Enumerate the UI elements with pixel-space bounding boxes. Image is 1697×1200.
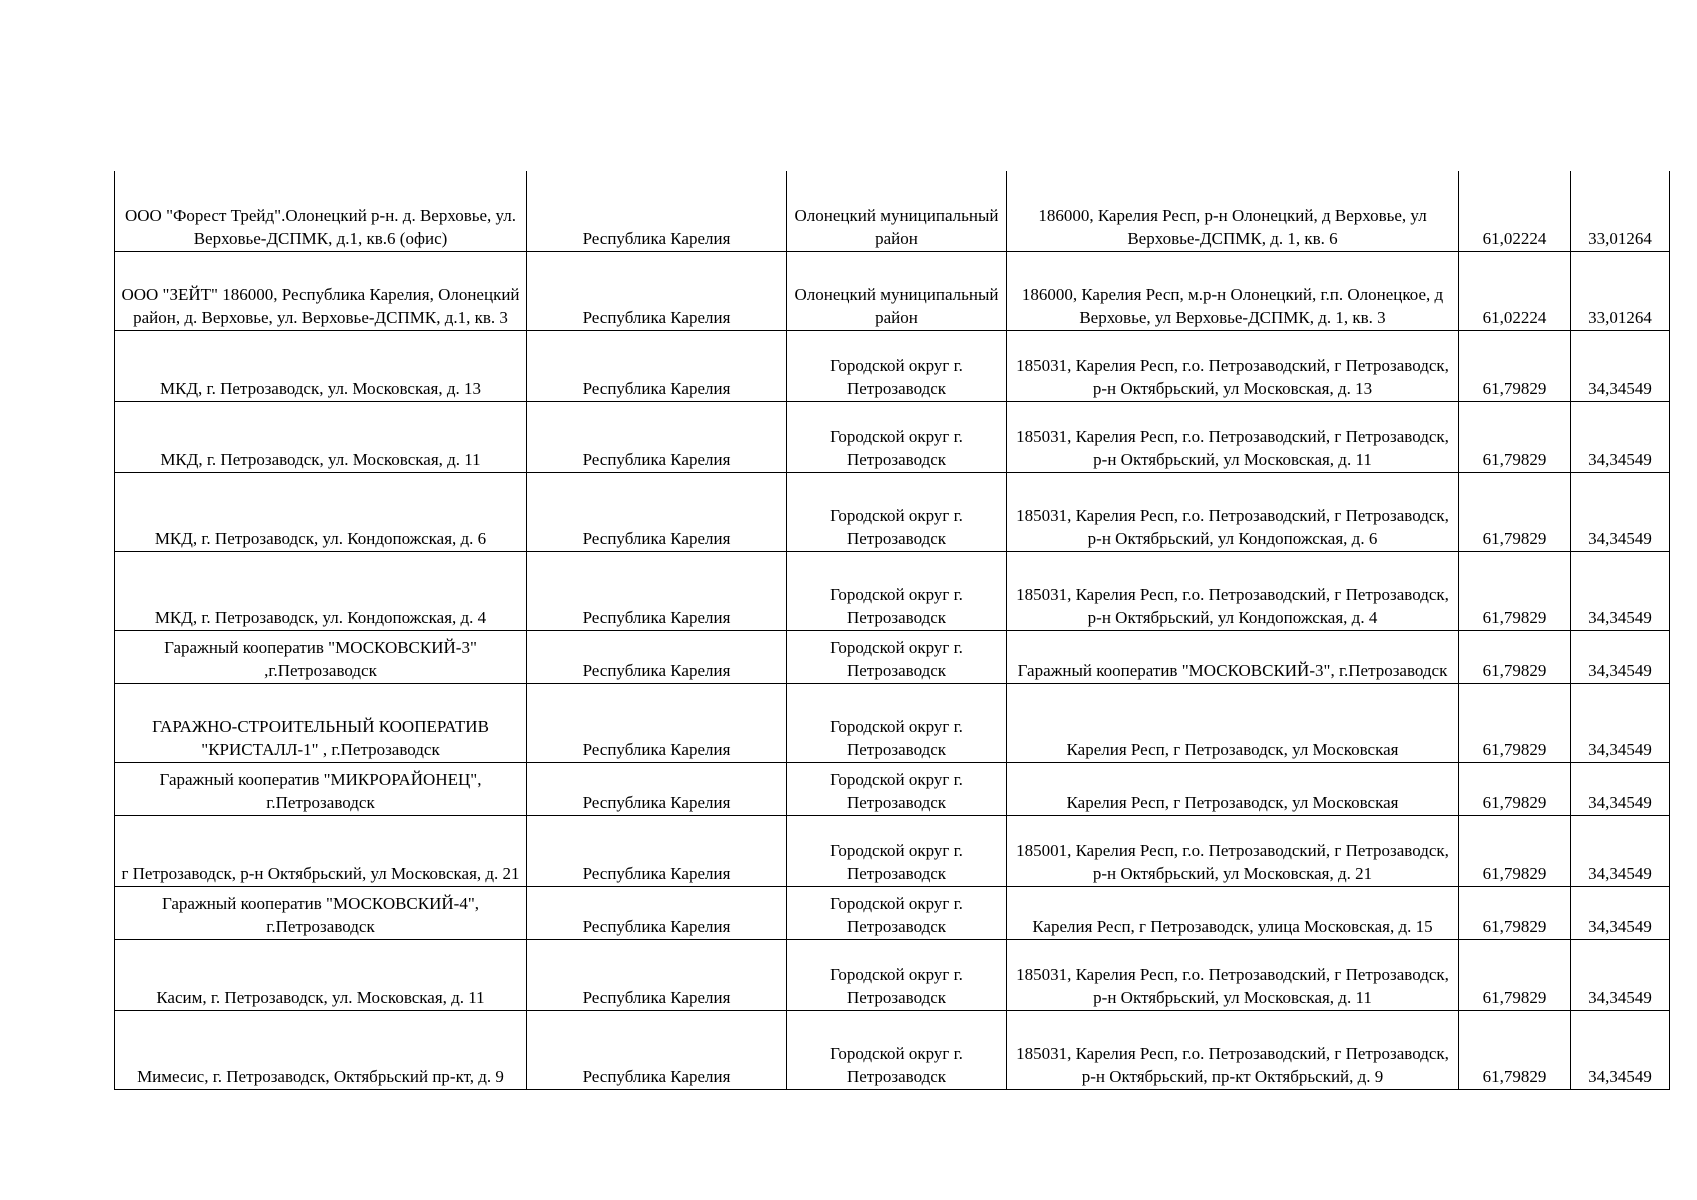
- cell-municipality: Олонецкий муниципальный район: [787, 171, 1007, 251]
- cell-longitude: 33,01264: [1571, 171, 1670, 251]
- cell-region: Республика Карелия: [527, 551, 787, 630]
- cell-latitude: 61,79829: [1459, 630, 1571, 683]
- cell-name: МКД, г. Петрозаводск, ул. Кондопожская, д. 6: [115, 472, 527, 551]
- cell-municipality: Городской округ г. Петрозаводск: [787, 939, 1007, 1010]
- table-row: [115, 630, 1670, 683]
- cell-name: МКД, г. Петрозаводск, ул. Московская, д. 13: [115, 330, 527, 401]
- table-row: [115, 939, 1670, 1010]
- cell-municipality: Городской округ г. Петрозаводск: [787, 330, 1007, 401]
- table-row: [115, 171, 1670, 251]
- cell-municipality: Городской округ г. Петрозаводск: [787, 683, 1007, 762]
- cell-address: Карелия Респ, г Петрозаводск, ул Московская: [1007, 762, 1459, 815]
- cell-region: Республика Карелия: [527, 762, 787, 815]
- cell-region: Республика Карелия: [527, 886, 787, 939]
- cell-address: Карелия Респ, г Петрозаводск, ул Московская: [1007, 683, 1459, 762]
- cell-address: 185031, Карелия Респ, г.о. Петрозаводский, г Петрозаводск, р-н Октябрьский, ул Кондопожская, д. 6: [1007, 472, 1459, 551]
- table-row: [115, 472, 1670, 551]
- cell-region: Республика Карелия: [527, 330, 787, 401]
- table-row: [115, 683, 1670, 762]
- cell-name: Касим, г. Петрозаводск, ул. Московская, д. 11: [115, 939, 527, 1010]
- cell-name: Мимесис, г. Петрозаводск, Октябрьский пр-кт, д. 9: [115, 1010, 527, 1089]
- cell-address: Карелия Респ, г Петрозаводск, улица Московская, д. 15: [1007, 886, 1459, 939]
- cell-name: ООО "Форест Трейд".Олонецкий р-н. д. Верховье, ул. Верховье-ДСПМК, д.1, кв.6 (офис): [115, 171, 527, 251]
- cell-address: 185031, Карелия Респ, г.о. Петрозаводский, г Петрозаводск, р-н Октябрьский, пр-кт Октябрьский, д. 9: [1007, 1010, 1459, 1089]
- cell-longitude: 34,34549: [1571, 1010, 1670, 1089]
- table-row: [115, 815, 1670, 886]
- cell-latitude: 61,79829: [1459, 472, 1571, 551]
- table-row: [115, 551, 1670, 630]
- cell-municipality: Городской округ г. Петрозаводск: [787, 630, 1007, 683]
- cell-latitude: 61,79829: [1459, 330, 1571, 401]
- cell-name: МКД, г. Петрозаводск, ул. Московская, д. 11: [115, 401, 527, 472]
- cell-latitude: 61,79829: [1459, 551, 1571, 630]
- table-row: [115, 762, 1670, 815]
- objects-table: [114, 171, 1670, 1090]
- table-row: [115, 251, 1670, 330]
- cell-name: Гаражный кооператив "МОСКОВСКИЙ-4", г.Петрозаводск: [115, 886, 527, 939]
- cell-longitude: 34,34549: [1571, 762, 1670, 815]
- cell-region: Республика Карелия: [527, 171, 787, 251]
- cell-municipality: Городской округ г. Петрозаводск: [787, 762, 1007, 815]
- cell-region: Республика Карелия: [527, 251, 787, 330]
- cell-municipality: Олонецкий муниципальный район: [787, 251, 1007, 330]
- cell-latitude: 61,79829: [1459, 939, 1571, 1010]
- cell-municipality: Городской округ г. Петрозаводск: [787, 886, 1007, 939]
- cell-region: Республика Карелия: [527, 683, 787, 762]
- cell-longitude: 34,34549: [1571, 401, 1670, 472]
- cell-longitude: 34,34549: [1571, 330, 1670, 401]
- table-row: [115, 1010, 1670, 1089]
- cell-name: Гаражный кооператив "МИКРОРАЙОНЕЦ", г.Петрозаводск: [115, 762, 527, 815]
- cell-address: 185031, Карелия Респ, г.о. Петрозаводский, г Петрозаводск, р-н Октябрьский, ул Кондопожская, д. 4: [1007, 551, 1459, 630]
- cell-latitude: 61,02224: [1459, 251, 1571, 330]
- cell-region: Республика Карелия: [527, 939, 787, 1010]
- cell-latitude: 61,02224: [1459, 171, 1571, 251]
- cell-municipality: Городской округ г. Петрозаводск: [787, 401, 1007, 472]
- table-row: [115, 886, 1670, 939]
- cell-latitude: 61,79829: [1459, 886, 1571, 939]
- cell-longitude: 34,34549: [1571, 630, 1670, 683]
- cell-region: Республика Карелия: [527, 472, 787, 551]
- cell-name: Гаражный кооператив "МОСКОВСКИЙ-3" ,г.Петрозаводск: [115, 630, 527, 683]
- cell-longitude: 34,34549: [1571, 886, 1670, 939]
- cell-municipality: Городской округ г. Петрозаводск: [787, 472, 1007, 551]
- cell-region: Республика Карелия: [527, 815, 787, 886]
- cell-region: Республика Карелия: [527, 630, 787, 683]
- cell-name: МКД, г. Петрозаводск, ул. Кондопожская, д. 4: [115, 551, 527, 630]
- cell-latitude: 61,79829: [1459, 683, 1571, 762]
- cell-municipality: Городской округ г. Петрозаводск: [787, 1010, 1007, 1089]
- cell-address: 186000, Карелия Респ, м.р-н Олонецкий, г.п. Олонецкое, д Верховье, ул Верховье-ДСПМК, д. 1, кв. 3: [1007, 251, 1459, 330]
- cell-name: г Петрозаводск, р-н Октябрьский, ул Московская, д. 21: [115, 815, 527, 886]
- cell-longitude: 34,34549: [1571, 683, 1670, 762]
- cell-region: Республика Карелия: [527, 1010, 787, 1089]
- cell-latitude: 61,79829: [1459, 1010, 1571, 1089]
- cell-longitude: 34,34549: [1571, 472, 1670, 551]
- cell-municipality: Городской округ г. Петрозаводск: [787, 551, 1007, 630]
- cell-region: Республика Карелия: [527, 401, 787, 472]
- cell-address: 185031, Карелия Респ, г.о. Петрозаводский, г Петрозаводск, р-н Октябрьский, ул Московская, д. 11: [1007, 939, 1459, 1010]
- cell-longitude: 34,34549: [1571, 551, 1670, 630]
- cell-address: 185031, Карелия Респ, г.о. Петрозаводский, г Петрозаводск, р-н Октябрьский, ул Московская, д. 13: [1007, 330, 1459, 401]
- table-row: [115, 330, 1670, 401]
- cell-latitude: 61,79829: [1459, 401, 1571, 472]
- cell-address: 185001, Карелия Респ, г.о. Петрозаводский, г Петрозаводск, р-н Октябрьский, ул Московская, д. 21: [1007, 815, 1459, 886]
- cell-latitude: 61,79829: [1459, 815, 1571, 886]
- table-row: [115, 401, 1670, 472]
- cell-latitude: 61,79829: [1459, 762, 1571, 815]
- cell-longitude: 34,34549: [1571, 815, 1670, 886]
- cell-address: 185031, Карелия Респ, г.о. Петрозаводский, г Петрозаводск, р-н Октябрьский, ул Московская, д. 11: [1007, 401, 1459, 472]
- cell-address: Гаражный кооператив "МОСКОВСКИЙ-3", г.Петрозаводск: [1007, 630, 1459, 683]
- cell-longitude: 33,01264: [1571, 251, 1670, 330]
- cell-name: ГАРАЖНО-СТРОИТЕЛЬНЫЙ КООПЕРАТИВ "КРИСТАЛЛ-1" , г.Петрозаводск: [115, 683, 527, 762]
- cell-longitude: 34,34549: [1571, 939, 1670, 1010]
- cell-municipality: Городской округ г. Петрозаводск: [787, 815, 1007, 886]
- cell-name: ООО "ЗЕЙТ" 186000, Республика Карелия, Олонецкий район, д. Верховье, ул. Верховье-ДСПМК, д.1, кв. 3: [115, 251, 527, 330]
- cell-address: 186000, Карелия Респ, р-н Олонецкий, д Верховье, ул Верховье-ДСПМК, д. 1, кв. 6: [1007, 171, 1459, 251]
